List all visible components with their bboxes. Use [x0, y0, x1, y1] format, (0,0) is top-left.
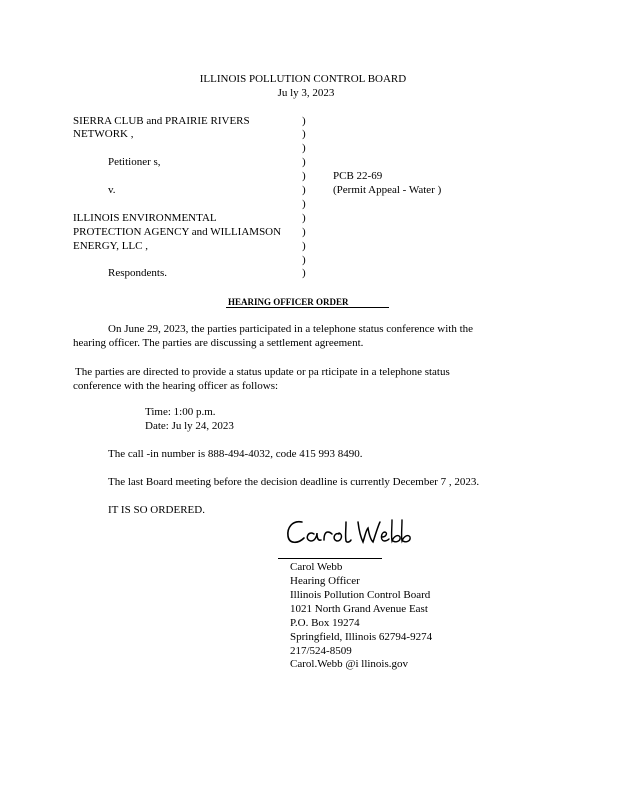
caption-paren: )	[302, 170, 306, 182]
caption-paren: )	[302, 128, 306, 140]
respondents-label: Respondents.	[108, 267, 167, 279]
paragraph1-line2: hearing officer. The parties are discussing a settlement agreement.	[73, 337, 364, 349]
caption-paren: )	[302, 267, 306, 279]
signature-line	[278, 558, 382, 559]
handwritten-signature	[284, 514, 414, 554]
respondent-name-line2: PROTECTION AGENCY and WILLIAMSON	[73, 226, 282, 238]
case-number: PCB 22-69	[333, 170, 383, 182]
caption-paren: )	[302, 184, 306, 196]
paragraph1-line1: On June 29, 2023, the parties participated in a telephone status conference with the	[108, 323, 474, 335]
paragraph2-line1: The parties are directed to provide a status update or pa rticipate in a telephone status	[75, 366, 450, 378]
order-title: HEARING OFFICER ORDER	[228, 297, 349, 307]
caption-paren: )	[302, 115, 306, 127]
call-in-line: The call -in number is 888-494-4032, code 415 993 8490.	[108, 448, 363, 460]
caption-paren: )	[302, 212, 306, 224]
respondent-name-line3: ENERGY, LLC ,	[73, 240, 148, 252]
agency-name: ILLINOIS POLLUTION CONTROL BOARD	[199, 73, 407, 85]
caption-paren: )	[302, 142, 306, 154]
versus-label: v.	[108, 184, 116, 196]
signer-street: 1021 North Grand Avenue East	[290, 603, 428, 615]
ordered-line: IT IS SO ORDERED.	[108, 504, 205, 516]
respondent-name-line1: ILLINOIS ENVIRONMENTAL	[73, 212, 217, 224]
signer-title: Hearing Officer	[290, 575, 360, 587]
deadline-line: The last Board meeting before the decision deadline is currently December 7 , 2023.	[108, 476, 480, 488]
petitioner-name-line2: NETWORK ,	[73, 128, 134, 140]
conference-time: Time: 1:00 p.m.	[145, 406, 216, 418]
order-title-underline	[226, 307, 389, 308]
caption-paren: )	[302, 156, 306, 168]
conference-date: Date: Ju ly 24, 2023	[145, 420, 234, 432]
signer-name: Carol Webb	[290, 561, 343, 573]
caption-paren: )	[302, 226, 306, 238]
signer-organization: Illinois Pollution Control Board	[290, 589, 431, 601]
caption-paren: )	[302, 198, 306, 210]
signer-city: Springfield, Illinois 62794-9274	[290, 631, 433, 643]
petitioners-label: Petitioner s,	[108, 156, 161, 168]
signer-po-box: P.O. Box 19274	[290, 617, 360, 629]
case-type: (Permit Appeal - Water )	[333, 184, 442, 196]
petitioner-name-line1: SIERRA CLUB and PRAIRIE RIVERS	[73, 115, 250, 127]
signer-phone: 217/524-8509	[290, 645, 352, 657]
document-date: Ju ly 3, 2023	[277, 87, 335, 99]
paragraph2-line2: conference with the hearing officer as follows:	[73, 380, 279, 392]
caption-paren: )	[302, 254, 306, 266]
signer-email: Carol.Webb @i llinois.gov	[290, 658, 409, 670]
caption-paren: )	[302, 240, 306, 252]
